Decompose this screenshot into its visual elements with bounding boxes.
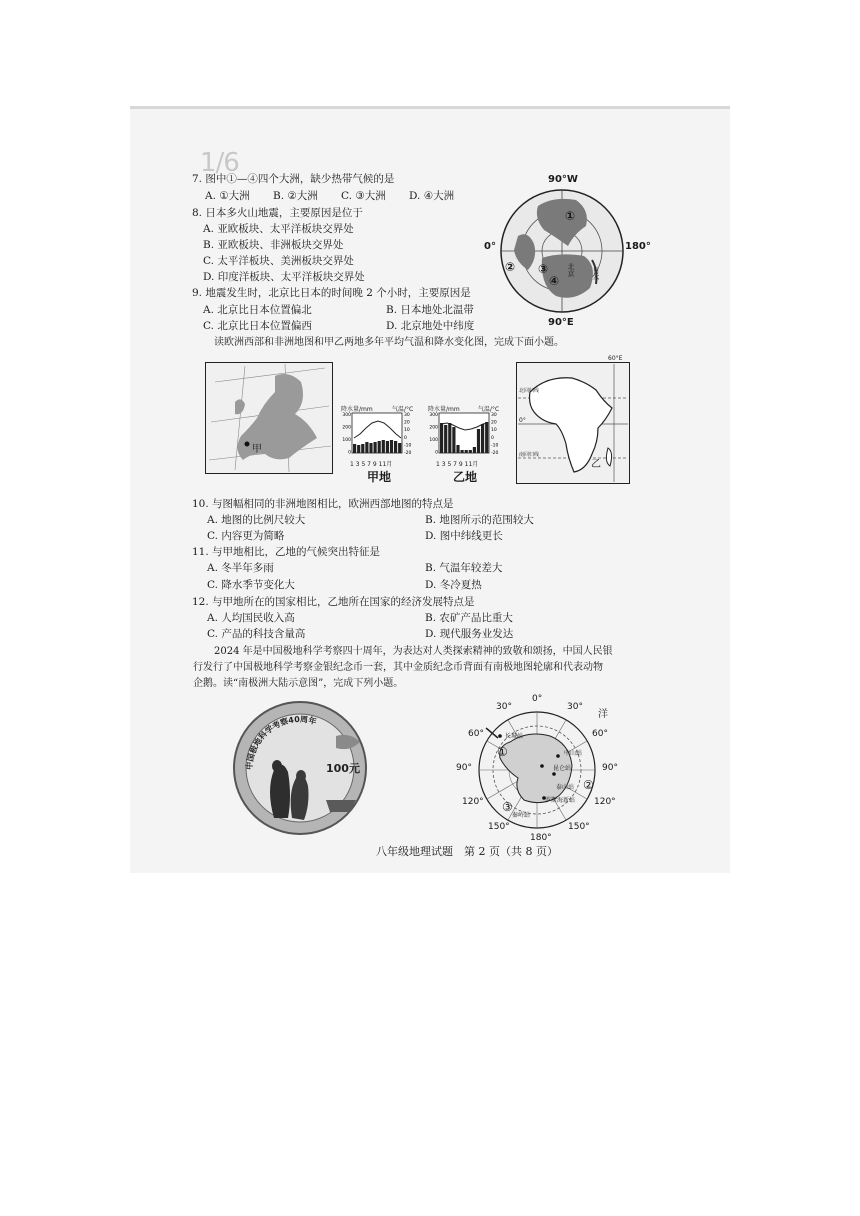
antarctic-lon-120e: 120° — [594, 797, 616, 807]
yi-temp-tick: -10 — [491, 443, 499, 449]
antarctic-lon-30w: 30° — [496, 702, 512, 712]
jia-bar-5 — [369, 443, 372, 453]
q11-option-b: B. 气温年较差大 — [425, 562, 503, 574]
question-10-stem: 10. 与图幅相同的非洲地图相比，欧洲西部地图的特点是 — [192, 498, 454, 510]
africa-lat-tropic-cancer: 北回归线 — [519, 388, 540, 394]
jia-bar-9 — [386, 441, 389, 453]
intro-antarctic-line-1: 2024 年是中国极地科学考察四十周年，为表达对人类探索精神的致敬和颂扬，中国人民银 — [214, 646, 613, 657]
yi-bar-4 — [452, 427, 455, 453]
station-taishan: 泰山站 — [556, 784, 575, 791]
coin-value: 100元 — [326, 762, 360, 775]
antarctic-lon-150w: 150° — [488, 822, 510, 832]
question-7-stem: 7. 图中①—④四个大洲，缺少热带气候的是 — [192, 173, 395, 185]
jia-bar-4 — [365, 442, 368, 453]
jia-bar-6 — [374, 442, 377, 453]
antarctic-lon-180: 180° — [530, 833, 552, 843]
yi-precip-tick: 300 — [429, 413, 438, 418]
antarctic-lon-60e: 60° — [592, 729, 608, 739]
jia-bar-11 — [394, 441, 397, 453]
yi-precip-tick: 100 — [429, 438, 438, 443]
western-europe-map — [205, 362, 333, 474]
yi-precip-tick: 200 — [429, 425, 438, 431]
yi-bar-2 — [444, 425, 447, 453]
polar-mark-4: ④ — [549, 274, 560, 288]
jia-precip-axis-label: 降水量/mm — [341, 406, 373, 413]
jia-bar-1 — [353, 444, 356, 453]
jia-temp-tick: 20 — [404, 420, 410, 426]
page-indicator: 1/6 — [200, 148, 239, 178]
q8-option-a: A. 亚欧板块、太平洋板块交界处 — [203, 223, 354, 235]
q11-option-a: A. 冬半年多雨 — [207, 562, 274, 574]
yi-months: 1 3 5 7 9 11月 — [436, 461, 479, 468]
coin-ring-text: 中国极地科学考察40周年 — [244, 714, 318, 771]
yi-bar-9 — [473, 447, 476, 453]
jia-temp-tick: 0 — [404, 435, 407, 441]
station-kunlun: 昆仑站 — [553, 765, 572, 772]
africa-lat-equator: 0° — [519, 417, 526, 424]
jia-bar-10 — [390, 440, 393, 453]
polar-label-beijing: 北京 — [567, 263, 575, 277]
yi-bar-3 — [448, 423, 451, 453]
jia-temp-tick: -10 — [404, 443, 412, 449]
jia-temp-axis-label: 气温/°C — [392, 406, 414, 413]
africa-lat-tropic-capricorn: 南回归线 — [519, 452, 540, 458]
yi-caption: 乙地 — [453, 470, 478, 484]
station-zhongshan: 中山站 — [564, 750, 583, 757]
africa-lon-label: 60°E — [608, 355, 623, 362]
jia-caption: 甲地 — [367, 470, 392, 484]
jia-precip-tick: 100 — [342, 438, 351, 443]
yi-bar-11 — [481, 424, 484, 453]
polar-map-label-left: 0° — [484, 241, 496, 252]
yi-temp-tick: -20 — [491, 451, 499, 456]
yi-bar-10 — [477, 429, 480, 453]
antarctic-lon-120w: 120° — [462, 797, 484, 807]
q12-option-d: D. 现代服务业发达 — [425, 628, 514, 640]
africa-place-yi: 乙 — [591, 459, 601, 470]
page-footer: 八年级地理试题 第 2 页（共 8 页） — [376, 845, 558, 858]
q10-option-c: C. 内容更为简略 — [207, 530, 285, 542]
antarctic-lon-0: 0° — [532, 694, 543, 704]
yi-bar-5 — [456, 445, 459, 453]
jia-months: 1 3 5 7 9 11月 — [350, 461, 393, 468]
q9-option-d: D. 北京地处中纬度 — [386, 320, 475, 332]
yi-bar-12 — [485, 422, 488, 453]
intro-antarctic-line-2: 行发行了中国极地科学考察金银纪念币一套，其中金质纪念币背面有南极地图轮廓和代表动物 — [193, 662, 603, 673]
question-8-stem: 8. 日本多火山地震，主要原因是位于 — [192, 207, 363, 219]
q12-option-a: A. 人均国民收入高 — [207, 612, 295, 624]
antarctica-map — [458, 694, 618, 842]
climate-chart-yi — [427, 412, 501, 458]
yi-temp-tick: 30 — [491, 413, 497, 418]
intro-europe-africa: 读欧洲西部和非洲地图和甲乙两地多年平均气温和降水变化图，完成下面小题。 — [214, 337, 564, 348]
jia-bar-7 — [378, 441, 381, 453]
q9-option-c: C. 北京比日本位置偏西 — [203, 320, 312, 332]
q8-option-b: B. 亚欧板块、非洲板块交界处 — [203, 239, 344, 251]
q8-option-d: D. 印度洋板块、太平洋板块交界处 — [203, 271, 365, 283]
q10-option-a: A. 地图的比例尺较大 — [207, 514, 306, 526]
yi-bar-8 — [469, 450, 472, 453]
q7-option-c: C. ③大洲 — [341, 190, 386, 202]
yi-bar-6 — [461, 450, 464, 453]
station-qinling: 秦岭站 — [512, 812, 531, 819]
yi-bar-1 — [440, 423, 443, 453]
q11-option-c: C. 降水季节变化大 — [207, 579, 295, 591]
question-9-stem: 9. 地震发生时，北京比日本的时间晚 2 个小时，主要原因是 — [192, 287, 471, 299]
jia-temp-tick: -20 — [404, 451, 412, 456]
jia-bar-3 — [361, 444, 364, 453]
antarctic-mark-3: ③ — [502, 800, 513, 814]
jia-bar-2 — [357, 445, 360, 453]
q12-option-b: B. 农矿产品比重大 — [425, 612, 513, 624]
polar-map-label-right: 180° — [625, 241, 651, 252]
polar-mark-2: ② — [505, 260, 516, 274]
jia-precip-tick: 300 — [342, 413, 351, 418]
antarctic-corner-label: 洋 — [598, 709, 608, 720]
europe-place-jia: 甲 — [252, 444, 262, 455]
africa-map — [516, 362, 630, 484]
antarctic-mark-2: ② — [583, 778, 594, 792]
polar-map-label-bottom: 90°E — [548, 317, 574, 328]
q10-option-d: D. 图中纬线更长 — [425, 530, 503, 542]
jia-bar-8 — [382, 440, 385, 453]
station-great-wall: 长城站 — [505, 733, 524, 740]
jia-temp-tick: 10 — [404, 428, 410, 434]
jia-bar-12 — [398, 443, 401, 453]
q8-option-c: C. 太平洋板块、美洲板块交界处 — [203, 255, 354, 267]
q10-option-b: B. 地图所示的范围较大 — [425, 514, 534, 526]
polar-mark-3: ③ — [538, 262, 549, 276]
yi-temp-axis-label: 气温/°C — [478, 406, 500, 413]
question-12-stem: 12. 与甲地所在的国家相比，乙地所在国家的经济发展特点是 — [192, 596, 475, 608]
q9-option-b: B. 日本地处北温带 — [386, 304, 474, 316]
antarctic-lon-150e: 150° — [568, 822, 590, 832]
antarctic-mark-1: ① — [497, 745, 508, 759]
polar-map-label-top: 90°W — [548, 174, 578, 185]
polar-label-japan: 日本 — [592, 267, 600, 281]
commemorative-coin — [230, 700, 370, 836]
antarctic-lon-60w: 60° — [468, 729, 484, 739]
yi-temp-tick: 20 — [491, 420, 497, 426]
yi-precip-axis-label: 降水量/mm — [428, 406, 460, 413]
antarctic-lon-90w: 90° — [456, 763, 472, 773]
yi-bar-7 — [465, 450, 468, 453]
polar-mark-1: ① — [565, 209, 576, 223]
antarctic-lon-90e: 90° — [602, 763, 618, 773]
q11-option-d: D. 冬冷夏热 — [425, 579, 482, 591]
q7-option-a: A. ①大洲 — [205, 190, 250, 202]
intro-antarctic-line-3: 企鹅。读“南极洲大陆示意图”，完成下列小题。 — [193, 678, 404, 689]
climate-chart-jia — [340, 412, 414, 458]
yi-precip-tick: 0 — [435, 450, 438, 456]
q7-option-d: D. ④大洲 — [409, 190, 455, 202]
yi-temp-tick: 10 — [491, 428, 497, 434]
jia-temp-tick: 30 — [404, 413, 410, 418]
antarctic-lon-30e: 30° — [567, 702, 583, 712]
q9-option-a: A. 北京比日本位置偏北 — [203, 304, 312, 316]
q12-option-c: C. 产品的科技含量高 — [207, 628, 306, 640]
jia-precip-tick: 0 — [348, 450, 351, 456]
station-ross-sea: 罗斯海新站 — [545, 797, 576, 804]
q7-option-b: B. ②大洲 — [273, 190, 318, 202]
yi-temp-tick: 0 — [491, 435, 494, 441]
question-11-stem: 11. 与甲地相比，乙地的气候突出特征是 — [192, 546, 381, 558]
jia-precip-tick: 200 — [342, 425, 351, 431]
north-polar-map — [498, 186, 626, 316]
